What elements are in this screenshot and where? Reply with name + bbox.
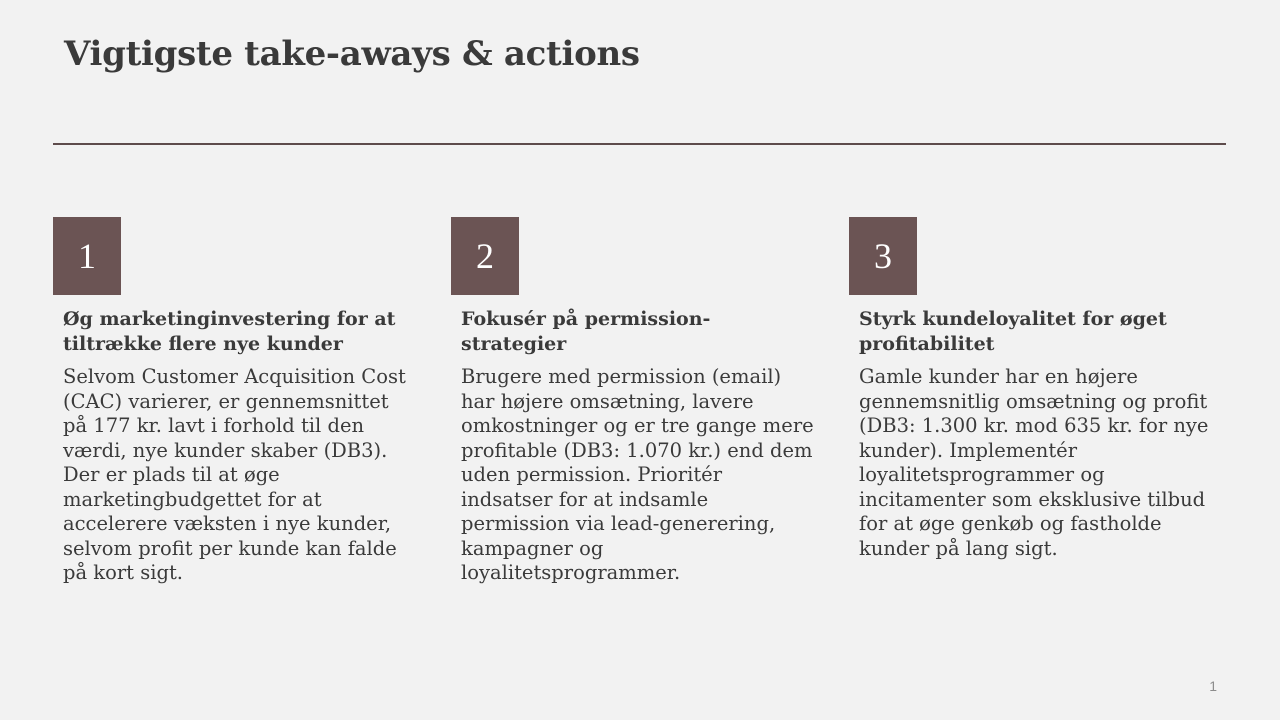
takeaway-number-badge: 2 bbox=[451, 217, 519, 295]
slide-title: Vigtigste take-aways & actions bbox=[64, 34, 640, 74]
takeaway-body: Gamle kunder har en højere gennemsnitlig omsætning og profit (DB3: 1.300 kr. mod 635 kr. for nye kunder). Implementér loyalitetsprogrammer og incitamenter som eksklusive tilbud for at øge genkøb og fastholde kunder på lang sigt. bbox=[859, 365, 1209, 560]
takeaway-number-badge: 1 bbox=[53, 217, 121, 295]
takeaway-heading: Styrk kundeloyalitet for øget profitabilitet bbox=[859, 308, 1167, 355]
takeaway-body: Brugere med permission (email) har højere omsætning, lavere omkostninger og er tre gange mere profitable (DB3: 1.070 kr.) end dem uden permission. Prioritér indsatser for at indsamle permission via lead-generering, kampagner og loyalitetsprogrammer. bbox=[461, 365, 814, 584]
takeaway-column-2 bbox=[451, 217, 814, 586]
page-number: 1 bbox=[1209, 678, 1217, 694]
takeaway-column-3 bbox=[849, 217, 1209, 561]
takeaway-body: Selvom Customer Acquisition Cost (CAC) varierer, er gennemsnittet på 177 kr. lavt i forhold til den værdi, nye kunder skaber (DB3). Der er plads til at øge marketingbudgettet for at accelerere væksten i nye kunder, selvom profit per kunde kan falde på kort sigt. bbox=[63, 365, 406, 584]
takeaway-heading: Øg marketinginvestering for at tiltrække flere nye kunder bbox=[63, 308, 396, 355]
takeaway-number-badge: 3 bbox=[849, 217, 917, 295]
takeaway-column-1 bbox=[53, 217, 413, 586]
title-divider bbox=[53, 143, 1226, 145]
takeaway-heading: Fokusér på permission-strategier bbox=[461, 308, 711, 355]
